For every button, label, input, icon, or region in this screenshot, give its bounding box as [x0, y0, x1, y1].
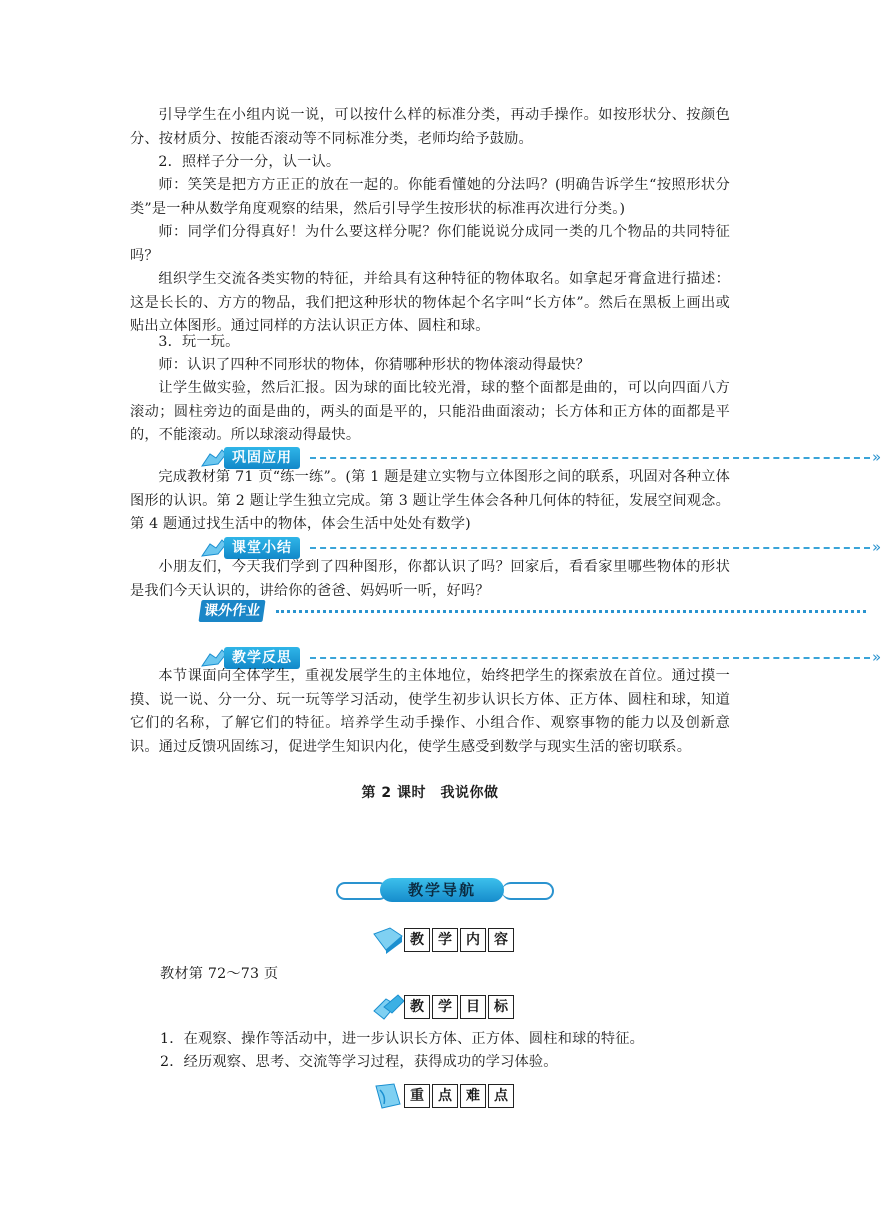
paragraph-experiment: 让学生做实验，然后汇报。因为球的面比较光滑，球的整个面都是曲的，可以向四面八方滚动；圆柱旁边的面是曲的，两头的面是平的，只能沿曲面滚动；长方体和正方体的面都是平的，不能滚动。所以球滚动得最快。 [130, 380, 730, 443]
section-char: 容 [488, 928, 514, 952]
section-char: 内 [460, 928, 486, 952]
paragraph-teacher-roll: 师：认识了四种不同形状的物体，你猜哪种形状的物体滚动得最快？ [158, 357, 591, 373]
paragraph-step-3: 3．玩一玩。 [158, 334, 240, 350]
notebook-icon [372, 1082, 406, 1110]
reflection-text: 本节课面向全体学生，重视发展学生的主体地位，始终把学生的探索放在首位。通过摸一摸、说一说、分一分、玩一玩等学习活动，使学生初步认识长方体、正方体、圆柱和球，知道它们的名称，了解它们的特征。培养学生动手操作、小组合作、观察事物的能力以及创新意识。通过反馈巩固练习，促进学生知识内化，使学生感受到数学与现实生活的密切联系。 [130, 668, 730, 755]
content-text: 教材第 72～73 页 [160, 966, 279, 982]
section-char: 学 [432, 928, 458, 952]
books-icon [372, 993, 406, 1021]
banner-summary-label: 课堂小结 [224, 537, 300, 559]
banner-homework [200, 600, 700, 624]
banner-consolidate-label: 巩固应用 [224, 447, 300, 469]
section-key-difficult-points [372, 1082, 532, 1110]
summary-text: 小朋友们，今天我们学到了四种图形，你都认识了吗？回家后，看看家里哪些物体的形状是我们今天认识的，讲给你的爸爸、妈妈听一听，好吗？ [130, 559, 730, 599]
section-char: 点 [488, 1084, 514, 1108]
section-char: 目 [460, 995, 486, 1019]
banner-homework-label: 课外作业 [198, 600, 265, 622]
section-teaching-goals [372, 993, 532, 1021]
dotted-divider [276, 610, 866, 613]
section-char: 重 [404, 1084, 430, 1108]
paragraph-grouping-instruction: 引导学生在小组内说一说，可以按什么样的标准分类，再动手操作。如按形状分、按颜色分、按材质分、按能否滚动等不同标准分类，老师均给予鼓励。 [130, 107, 730, 147]
banner-reflection-label: 教学反思 [224, 647, 300, 669]
goal-item-2: 2．经历观察、思考、交流等学习过程，获得成功的学习体验。 [160, 1054, 558, 1070]
book-icon [372, 926, 406, 954]
goal-item-1: 1．在观察、操作等活动中，进一步认识长方体、正方体、圆柱和球的特征。 [160, 1031, 645, 1047]
chevron-icon: » [872, 538, 881, 556]
paragraph-step-2: 2．照样子分一分，认一认。 [158, 154, 341, 170]
section-char: 标 [488, 995, 514, 1019]
dashed-divider [310, 547, 870, 549]
paragraph-teacher-why: 师：同学们分得真好！为什么要这样分呢？你们能说说分成同一类的几个物品的共同特征吗？ [130, 224, 730, 264]
dashed-divider [310, 657, 870, 659]
chevron-icon: » [872, 648, 881, 666]
paragraph-teacher-xiaoxiao: 师：笑笑是把方方正正的放在一起的。你能看懂她的分法吗？(明确告诉学生“按照形状分类”是一种从数学角度观察的结果，然后引导学生按形状的标准再次进行分类。) [130, 177, 730, 217]
nav-banner-label: 教学导航 [380, 878, 504, 902]
lesson-title: 第 2 课时 我说你做 [361, 785, 499, 801]
banner-teaching-navigation [330, 876, 560, 906]
section-char: 点 [432, 1084, 458, 1108]
section-char: 学 [432, 995, 458, 1019]
section-char: 教 [404, 928, 430, 952]
consolidate-text: 完成教材第 71 页“练一练”。(第 1 题是建立实物与立体图形之间的联系，巩固对各种立体图形的认识。第 2 题让学生独立完成。第 3 题让学生体会各种几何体的特征，发展空间观念。第 4 题通过找生活中的物体，体会生活中处处有数学) [130, 469, 730, 532]
section-char: 难 [460, 1084, 486, 1108]
swirl-ornament [502, 882, 554, 900]
section-teaching-content [372, 926, 532, 954]
paragraph-organize-exchange: 组织学生交流各类实物的特征，并给具有这种特征的物体取名。如拿起牙膏盒进行描述：这是长长的、方方的物品，我们把这种形状的物体起个名字叫“长方体”。然后在黑板上画出或贴出立体图形。通过同样的方法认识正方体、圆柱和球。 [130, 271, 730, 334]
section-char: 教 [404, 995, 430, 1019]
dashed-divider [310, 457, 870, 459]
chevron-icon: » [872, 448, 881, 466]
